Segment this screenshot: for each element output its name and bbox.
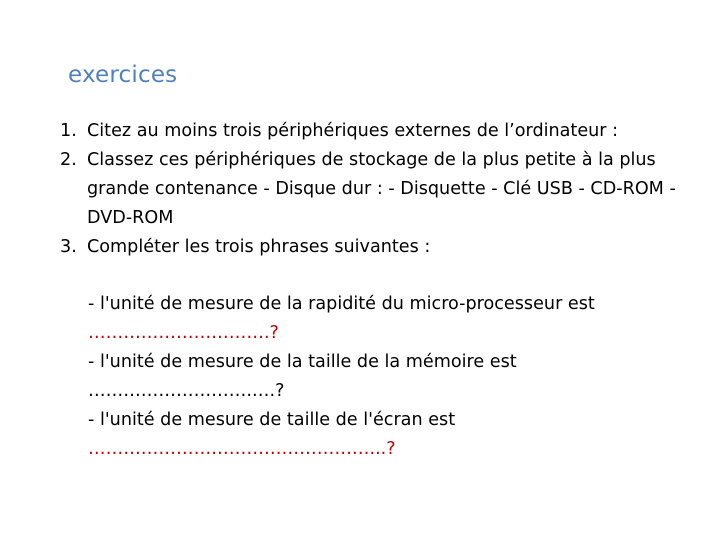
question-2 xyxy=(60,146,700,233)
question-3-text: Compléter les trois phrases suivantes : xyxy=(87,237,431,257)
question-1-number: 1. xyxy=(60,121,77,141)
sentence-3-blank: …………………………………………...? xyxy=(88,439,396,459)
sentence-1-text: - l'unité de mesure de la rapidité du micro-processeur est xyxy=(88,294,595,314)
question-1 xyxy=(60,117,700,146)
question-3-number: 3. xyxy=(60,237,77,257)
sentence-3-text: - l'unité de mesure de taille de l'écran est xyxy=(88,410,456,430)
sentence-2-blank: ……………………….….? xyxy=(88,381,285,401)
question-1-text: Citez au moins trois périphériques externes de l’ordinateur : xyxy=(87,121,619,141)
question-2-text: Classez ces périphériques de stockage de la plus petite à la plus grande contenance - Disque dur : - Disquette - Clé USB - CD-ROM - DVD-ROM xyxy=(87,150,676,228)
question-3 xyxy=(60,233,700,262)
sentence-2-text: - l'unité de mesure de la taille de la mémoire est xyxy=(88,352,517,372)
slide-title: exercices xyxy=(68,62,178,88)
question-2-number: 2. xyxy=(60,150,77,170)
sentence-1-blank: ………………………….? xyxy=(88,323,279,343)
